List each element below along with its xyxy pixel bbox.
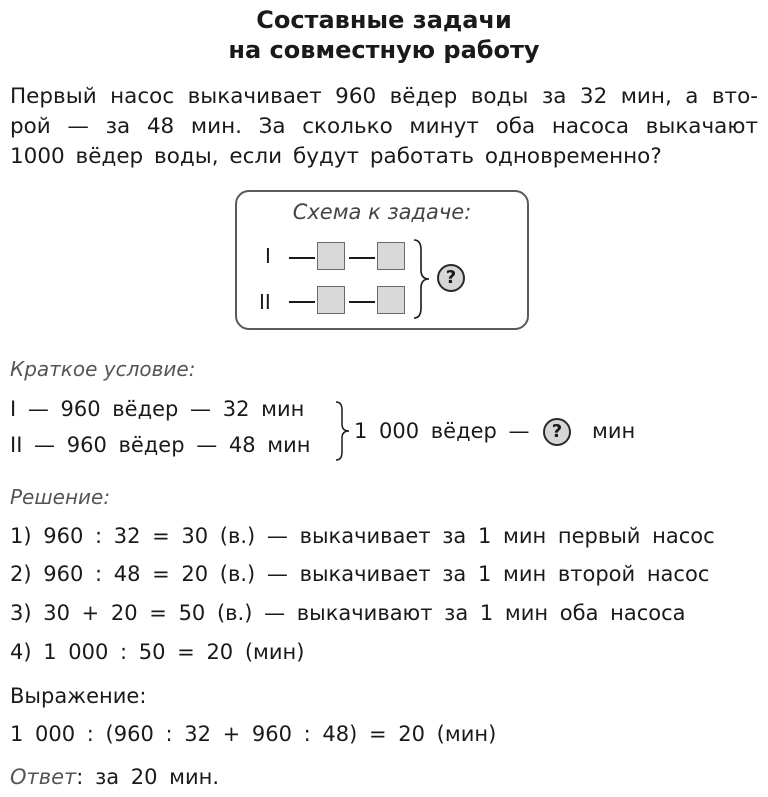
scheme-row-2-box-1 — [317, 286, 345, 314]
problem-text — [10, 82, 758, 172]
scheme-row-1-dash-1 — [289, 257, 315, 259]
problem-line-2: рой — за 48 мин. За сколько минут оба насоса выкачают — [10, 114, 758, 139]
scheme-box — [235, 190, 529, 330]
scheme-row-2-dash-1 — [289, 301, 315, 303]
scheme-brace-icon — [411, 238, 433, 320]
scheme-row-1-dash-2 — [349, 257, 375, 259]
expression-value: 1 000 : (960 : 32 + 960 : 48) = 20 (мин) — [10, 722, 497, 746]
solution-step-3: 3) 30 + 20 = 50 (в.) — выкачивают за 1 мин оба насоса — [10, 601, 686, 625]
answer-value: за 20 мин. — [95, 765, 220, 789]
scheme-row-1-box-2 — [377, 242, 405, 270]
scheme-row-2-dash-2 — [349, 301, 375, 303]
solution-label: Решение: — [10, 485, 111, 509]
solution-step-4: 4) 1 000 : 50 = 20 (мин) — [10, 640, 305, 664]
scheme-row-2-box-2 — [377, 286, 405, 314]
condition-brace-icon — [334, 400, 352, 462]
condition-unit: мин — [592, 419, 636, 443]
answer-line — [10, 765, 219, 789]
condition-total: 1 000 вёдер — — [354, 419, 530, 443]
condition-label — [10, 357, 195, 381]
answer-colon: : — [76, 765, 84, 789]
solution-step-2: 2) 960 : 48 = 20 (в.) — выкачивает за 1 мин второй насос — [10, 562, 710, 586]
scheme-row-2-label: II — [259, 290, 271, 314]
scheme-question-icon: ? — [437, 264, 465, 292]
problem-line-3: 1000 вёдер воды, если будут работать одновременно? — [10, 144, 662, 169]
scheme-title: Схема к задаче: — [292, 200, 472, 224]
problem-line-1: Первый насос выкачивает 960 вёдер воды за 32 мин, а вто- — [10, 84, 758, 109]
condition-line-1: I — 960 вёдер — 32 мин — [10, 397, 305, 421]
scheme-row-1-label: I — [265, 244, 271, 268]
answer-label: Ответ — [10, 765, 77, 789]
title-line-1: Составные задачи — [256, 6, 512, 34]
condition-label-text: Краткое условие: — [10, 357, 196, 381]
condition-question-icon: ? — [543, 418, 571, 446]
title-line-2: на совместную работу — [228, 36, 540, 64]
condition-line-2: II — 960 вёдер — 48 мин — [10, 433, 311, 457]
expression-label: Выражение: — [10, 684, 147, 708]
scheme-row-1-box-1 — [317, 242, 345, 270]
solution-step-1: 1) 960 : 32 = 30 (в.) — выкачивает за 1 мин первый насос — [10, 524, 715, 548]
